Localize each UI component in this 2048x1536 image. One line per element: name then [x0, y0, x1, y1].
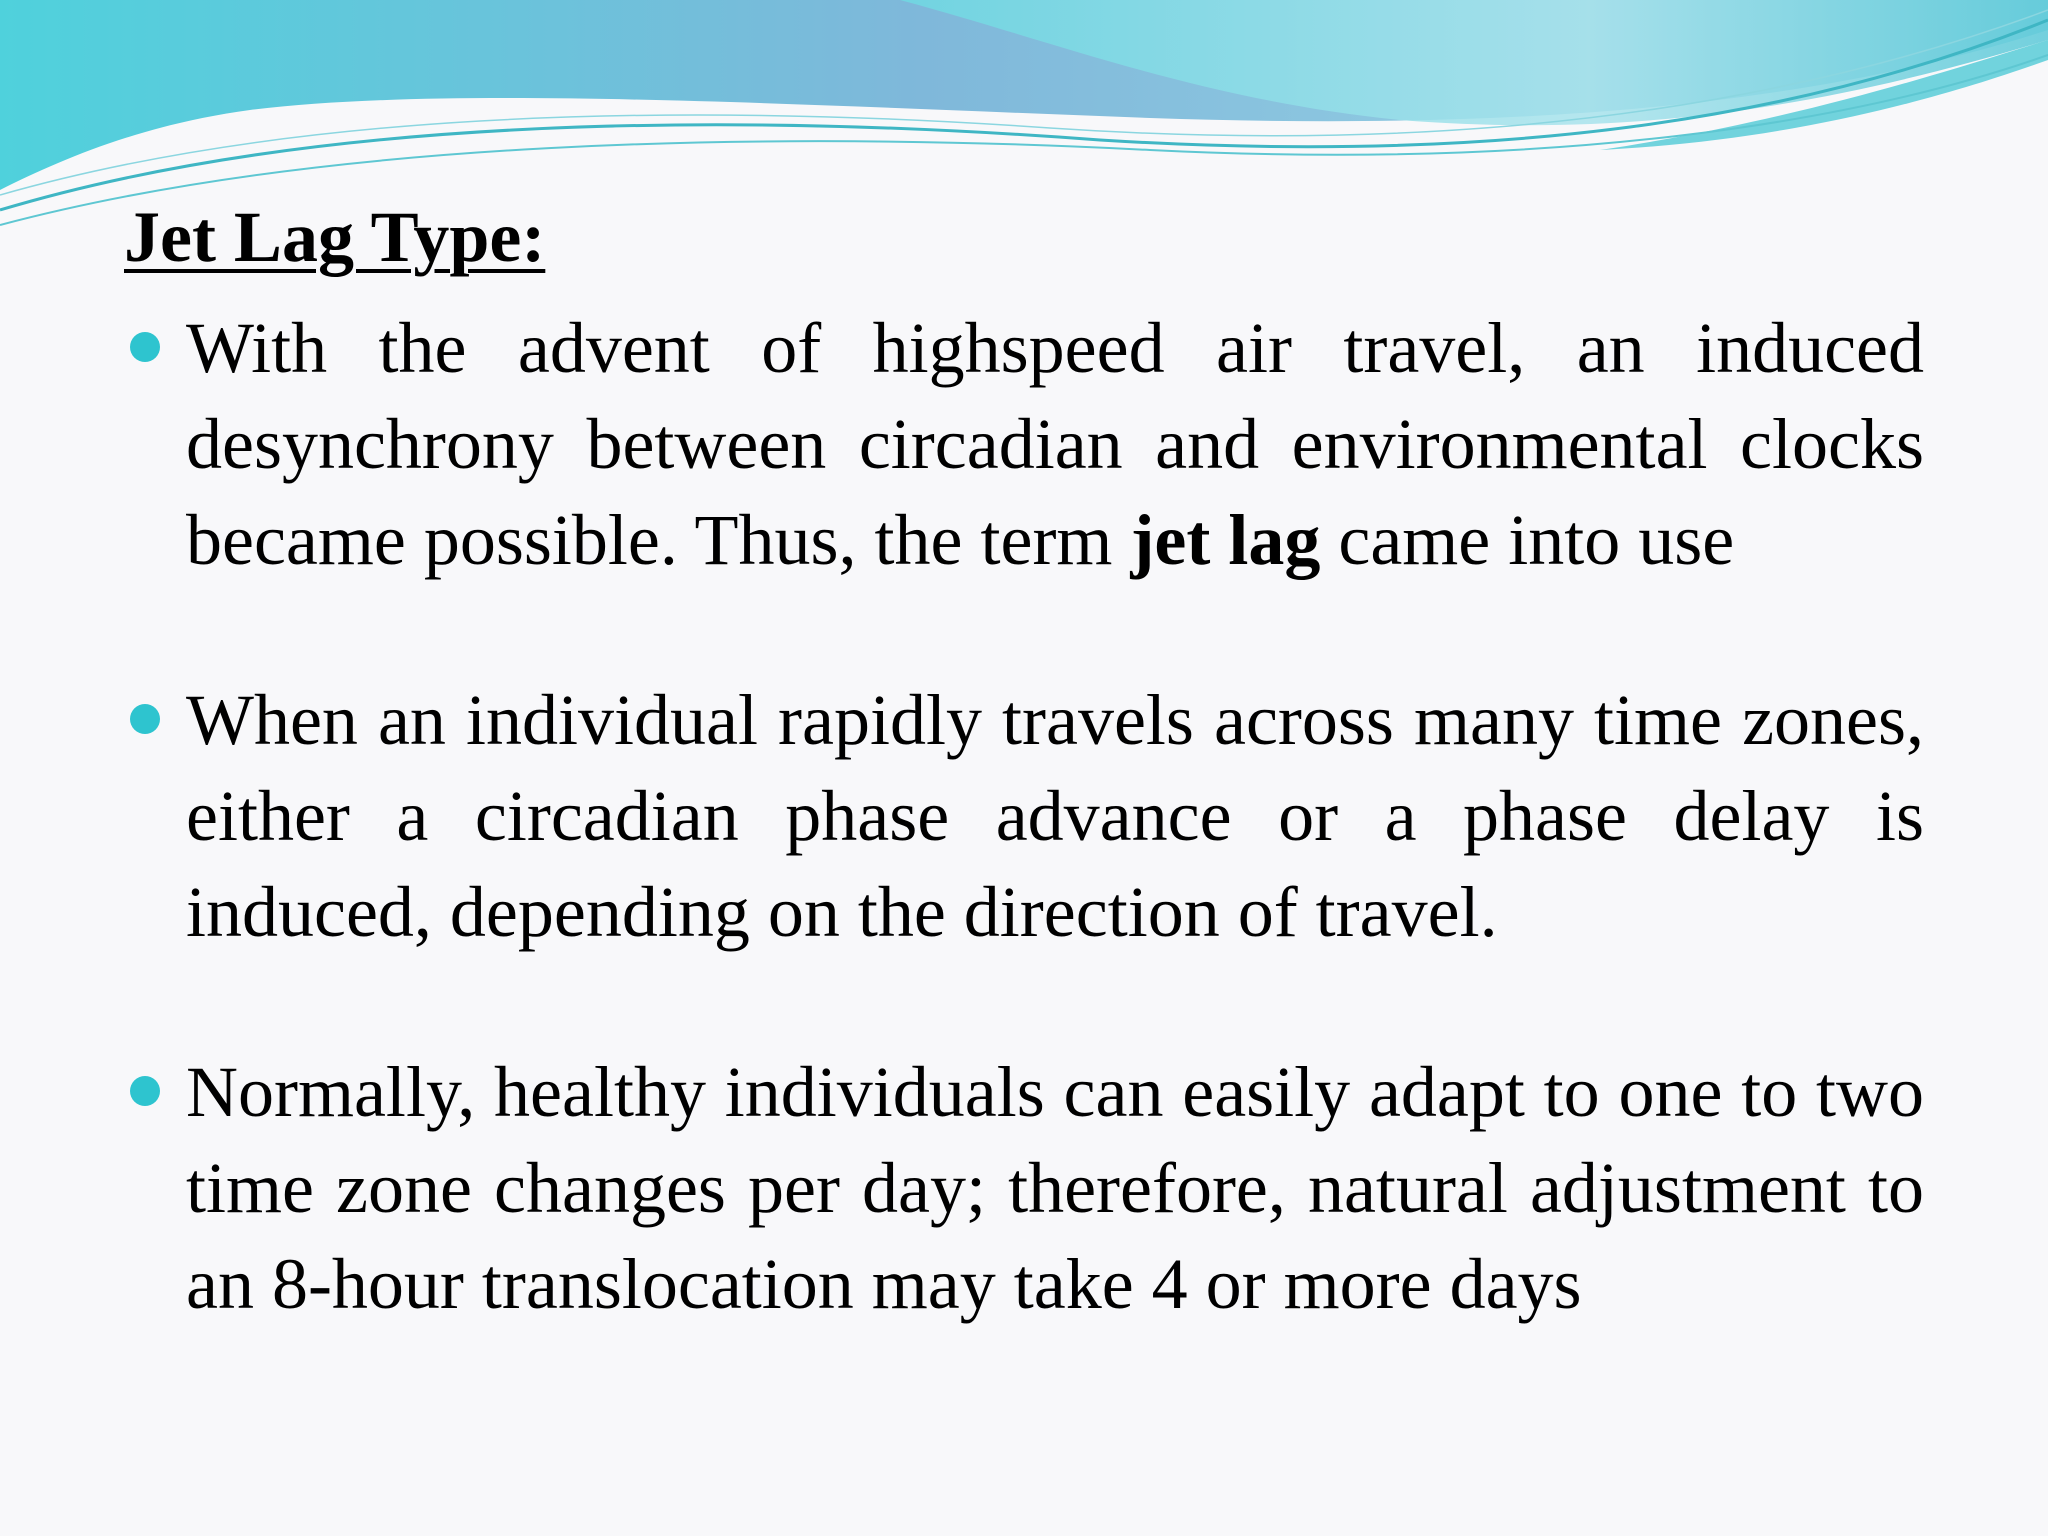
- bullet-text: With the advent of highspeed air travel, an induced desynchrony between circadian and environmental clocks became possible. Thus, the term: [186, 308, 1924, 580]
- bullet-text-end: came into use: [1320, 500, 1735, 580]
- bullet-icon: [130, 1076, 160, 1106]
- bullet-item-adaptation: [186, 1044, 1924, 1332]
- bullet-icon: [130, 704, 160, 734]
- bullet-item-time-zones: [186, 672, 1924, 960]
- bullet-list: [186, 300, 1924, 1416]
- bullet-text: When an individual rapidly travels across many time zones, either a circadian phase advance or a phase delay is induced, depending on the direction of travel.: [186, 680, 1924, 952]
- bold-term-jet-lag: jet lag: [1130, 500, 1321, 580]
- bullet-item-jet-lag-origin: [186, 300, 1924, 588]
- bullet-text: Normally, healthy individuals can easily adapt to one to two time zone changes per day; therefore, natural adjustment to an 8-hour translocation may take 4 or more days: [186, 1052, 1924, 1324]
- bullet-icon: [130, 332, 160, 362]
- slide-title: Jet Lag Type:: [124, 197, 546, 277]
